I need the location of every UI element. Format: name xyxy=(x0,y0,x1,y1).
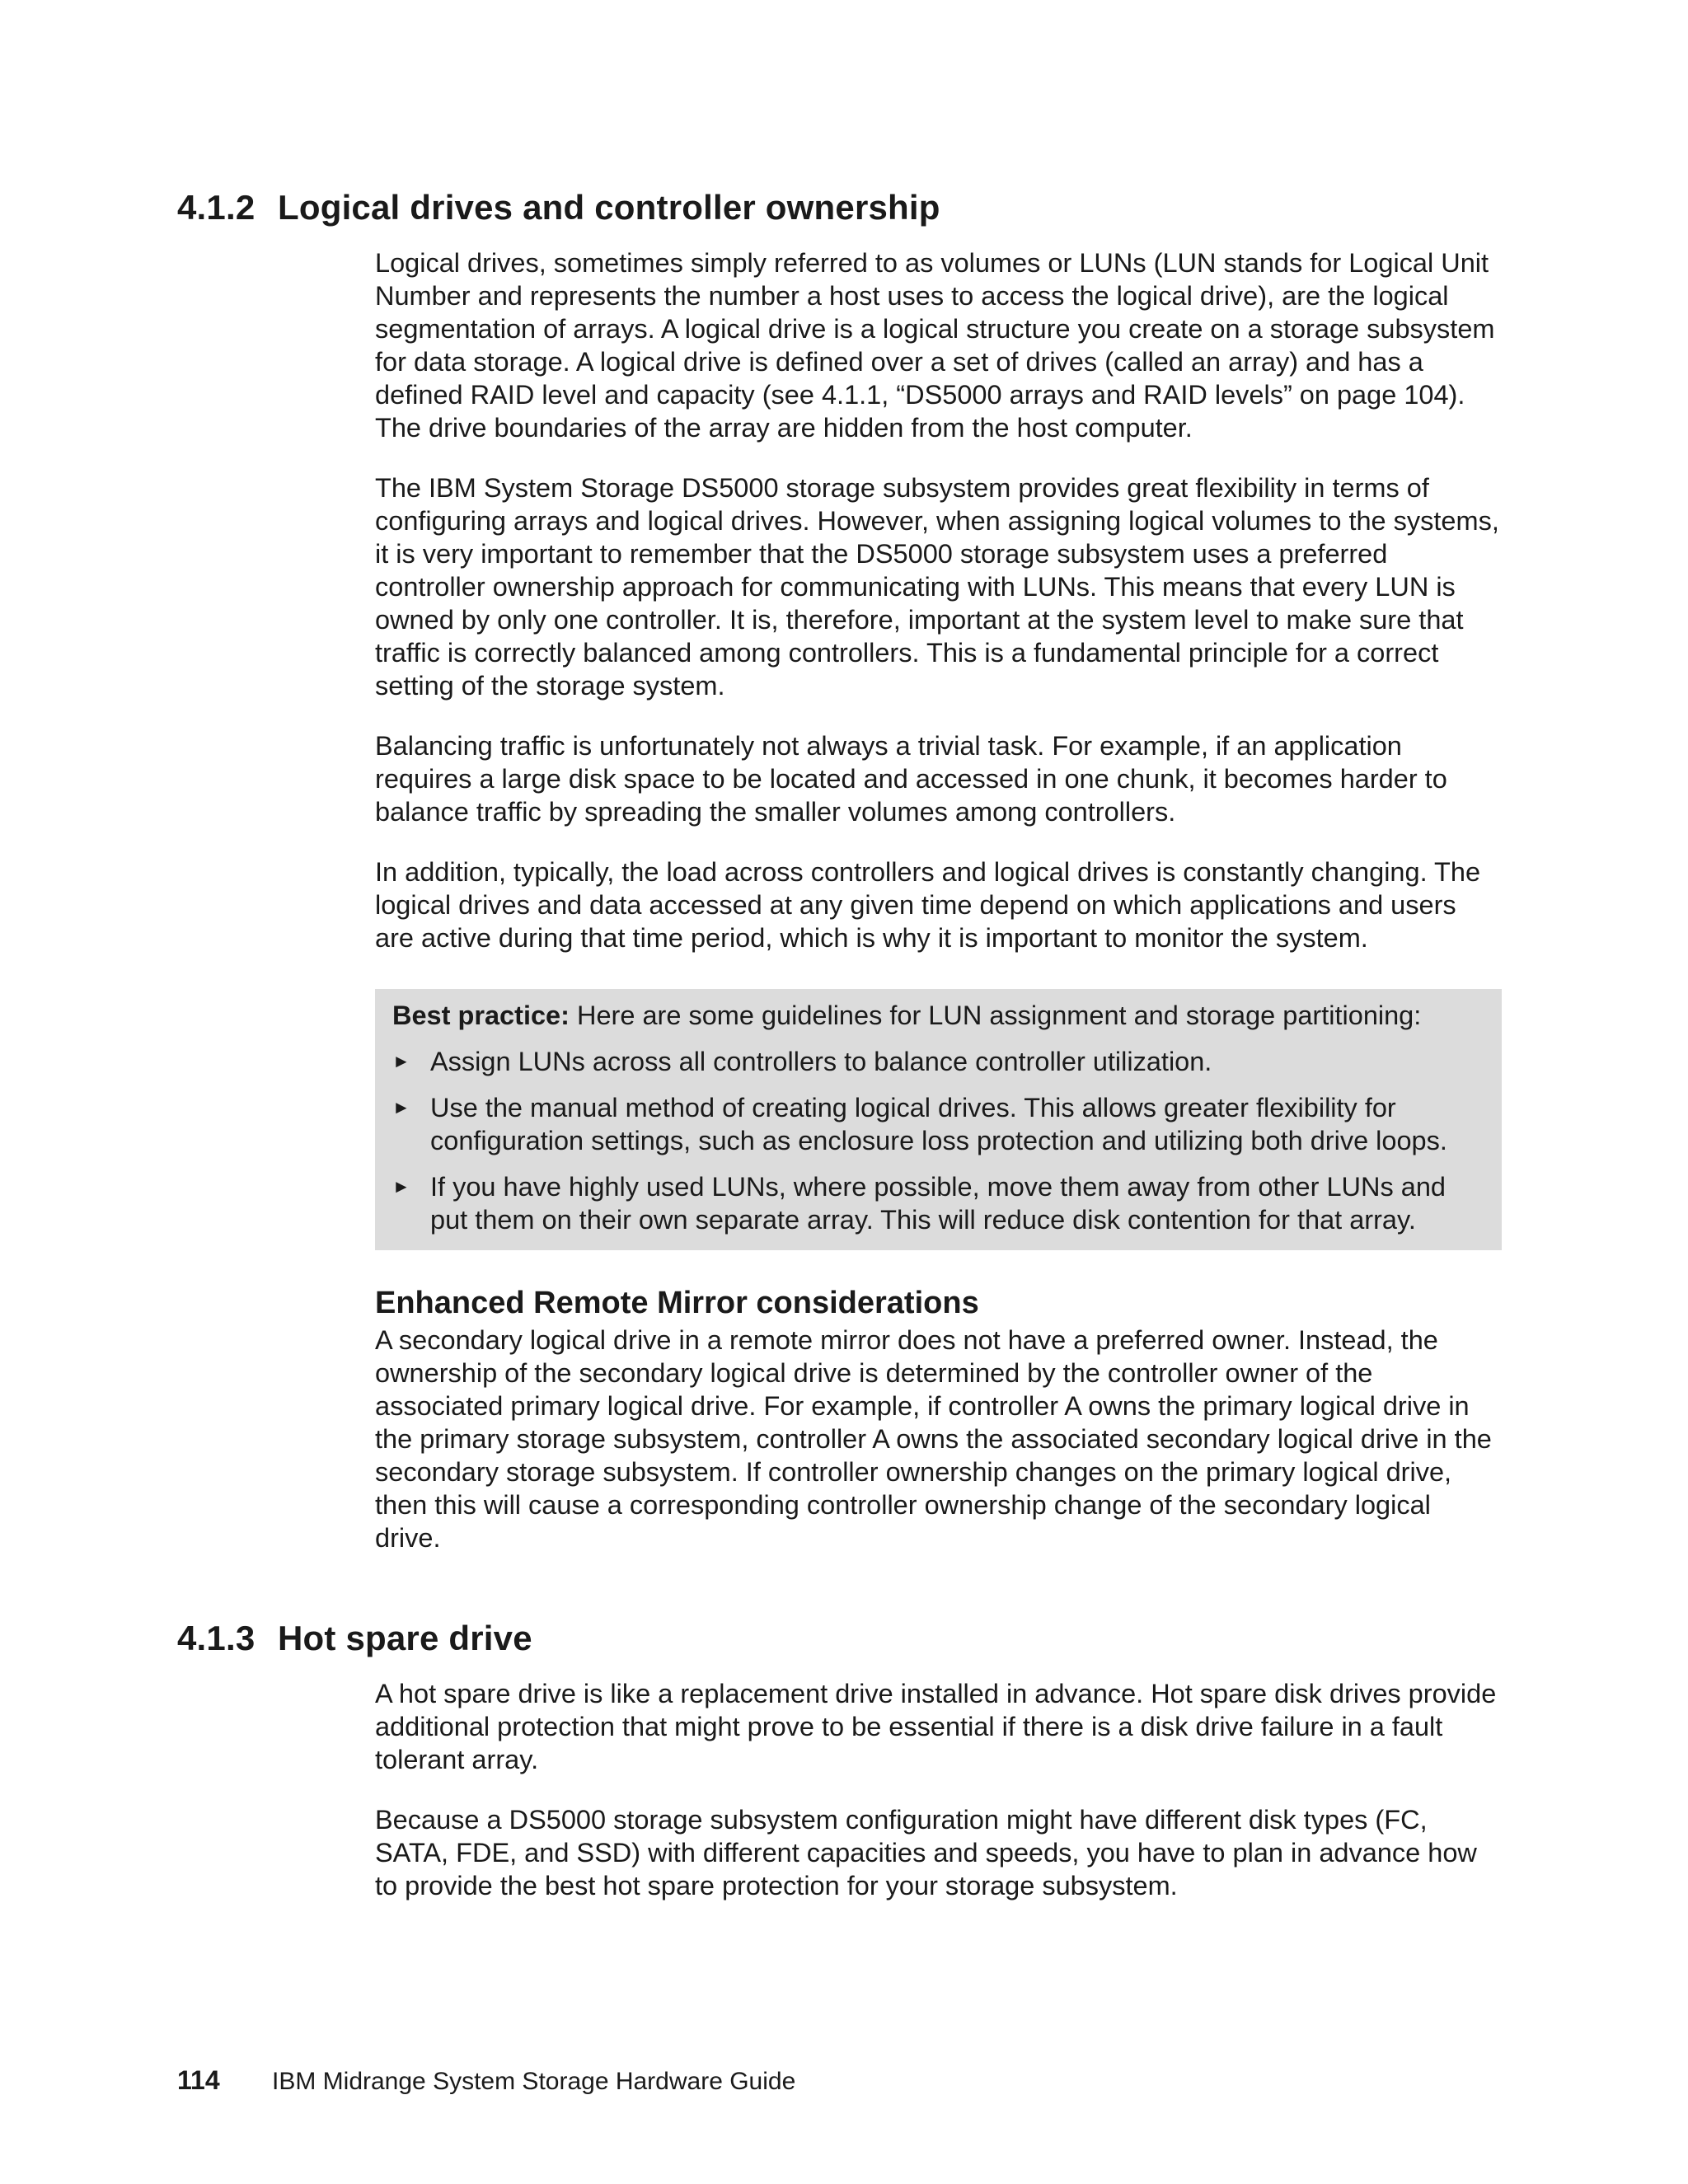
erm-body xyxy=(375,1324,1500,1554)
section-number: 4.1.3 xyxy=(177,1619,256,1657)
best-practice-item xyxy=(392,1091,1485,1157)
bullet-arrow-icon: ► xyxy=(392,1051,410,1071)
section-heading-4-1-3 xyxy=(177,1617,532,1660)
book-title: IBM Midrange System Storage Hardware Guide xyxy=(272,2068,796,2095)
bullet-arrow-icon: ► xyxy=(392,1176,410,1197)
best-practice-item xyxy=(392,1170,1485,1236)
section-title: Hot spare drive xyxy=(278,1619,532,1657)
section-title: Logical drives and controller ownership xyxy=(278,188,940,227)
subheading-erm: Enhanced Remote Mirror considerations xyxy=(375,1286,979,1320)
paragraph-logical-drives: Logical drives, sometimes simply referred to as volumes or LUNs (LUN stands for Logical Unit Number and represents the number a host uses to access the logical drive), are the logical segmentation of arrays. A logical drive is a logical structure you create on a storage subsystem for data storage. A logical drive is defined over a set of drives (called an array) and has a defined RAID level and capacity (see 4.1.1, “DS5000 arrays and RAID levels” on page 104). The drive boundaries of the array are hidden from the host computer. xyxy=(375,248,1495,443)
paragraph-hot-spare-intro: A hot spare drive is like a replacement drive installed in advance. Hot spare disk drives provide additional protection that might prove to be essential if there is a disk drive failure in a fault tolerant array. xyxy=(375,1679,1497,1774)
paragraph-hot-spare-planning: Because a DS5000 storage subsystem configuration might have different disk types (FC, SATA, FDE, and SSD) with different capacities and speeds, you have to plan in advance how to provide the best hot spare protection for your storage subsystem. xyxy=(375,1805,1477,1900)
best-practice-label: Best practice: xyxy=(392,1001,570,1030)
best-practice-item-text: Assign LUNs across all controllers to balance controller utilization. xyxy=(430,1047,1212,1076)
paragraph-controller-ownership: The IBM System Storage DS5000 storage subsystem provides great flexibility in terms of configuring arrays and logical drives. However, when assigning logical volumes to the systems, it is very important to remember that the DS5000 storage subsystem uses a preferred controller ownership approach for communicating with LUNs. This means that every LUN is owned by only one controller. It is, therefore, important at the system level to make sure that traffic is correctly balanced among controllers. This is a fundamental principle for a correct setting of the storage system. xyxy=(375,473,1499,701)
bullet-arrow-icon: ► xyxy=(392,1097,410,1118)
best-practice-intro xyxy=(392,999,1485,1032)
best-practice-item-text: Use the manual method of creating logical drives. This allows greater flexibility for configuration settings, such as enclosure loss protection and utilizing both drive loops. xyxy=(430,1093,1447,1155)
page-footer xyxy=(177,2065,795,2097)
section-body-4-1-3 xyxy=(375,1677,1500,1902)
paragraph-balancing-traffic: Balancing traffic is unfortunately not always a trivial task. For example, if an application requires a large disk space to be located and accessed in one chunk, it becomes harder to balance traffic by spreading the smaller volumes among controllers. xyxy=(375,731,1447,827)
section-body-4-1-2 xyxy=(375,246,1500,954)
paragraph-erm: A secondary logical drive in a remote mirror does not have a preferred owner. Instead, the ownership of the secondary logical drive is determined by the controller owner of the associated primary logical drive. For example, if controller A owns the primary logical drive in the primary storage subsystem, controller A owns the associated secondary logical drive in the secondary storage subsystem. If controller ownership changes on the primary logical drive, then this will cause a corresponding controller ownership change of the secondary logical drive. xyxy=(375,1325,1492,1553)
section-heading-4-1-2 xyxy=(177,186,940,229)
section-number: 4.1.2 xyxy=(177,188,256,227)
best-practice-item xyxy=(392,1045,1485,1078)
paragraph-load-changing: In addition, typically, the load across controllers and logical drives is constantly changing. The logical drives and data accessed at any given time depend on which applications and users are active during that time period, which is why it is important to monitor the system. xyxy=(375,857,1481,953)
best-practice-item-text: If you have highly used LUNs, where possible, move them away from other LUNs and put them on their own separate array. This will reduce disk contention for that array. xyxy=(430,1172,1446,1235)
page-number: 114 xyxy=(177,2065,220,2095)
best-practice-box xyxy=(375,989,1502,1250)
best-practice-intro-text: Here are some guidelines for LUN assignment and storage partitioning: xyxy=(576,1001,1422,1030)
